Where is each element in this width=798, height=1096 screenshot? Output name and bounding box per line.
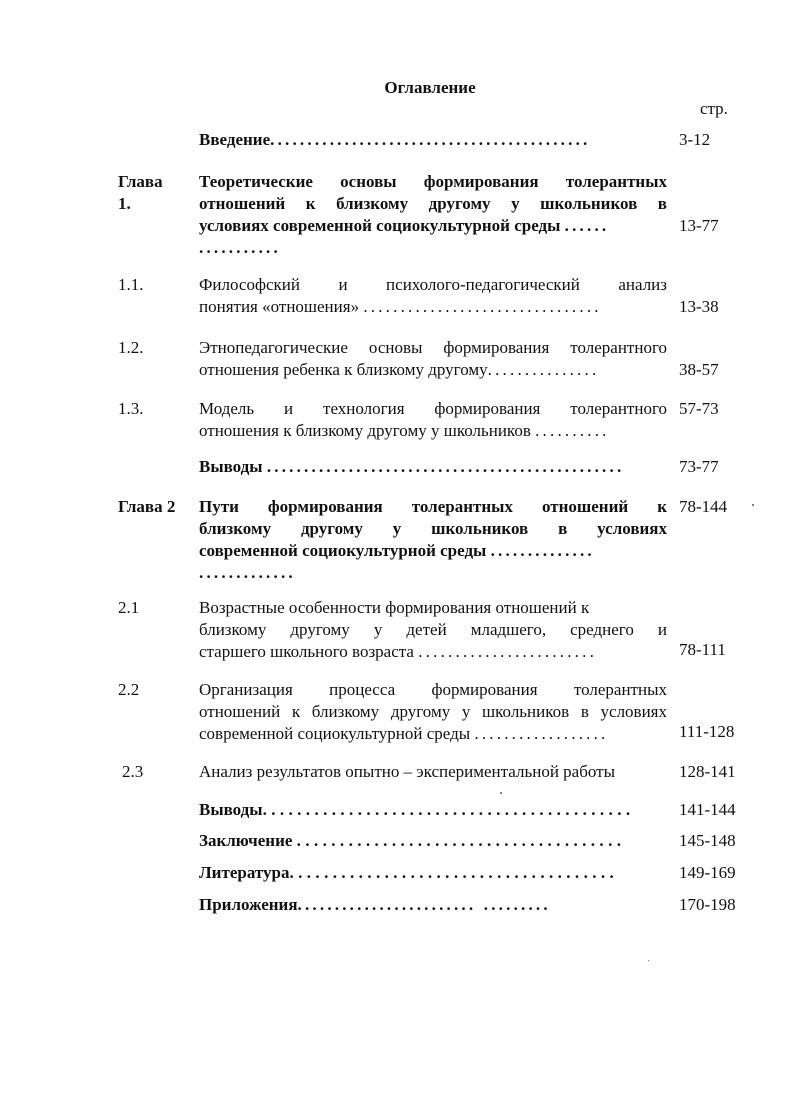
leader-dots: ............... bbox=[487, 360, 600, 379]
section-number: 1.2. bbox=[118, 338, 144, 357]
section-number: 2.2 bbox=[118, 680, 140, 699]
toc-entry-conclusions-1[interactable] bbox=[199, 456, 667, 478]
scan-speck bbox=[752, 504, 754, 506]
leader-dots: ........................ bbox=[418, 642, 598, 661]
page-range: 73-77 bbox=[679, 457, 719, 476]
toc-entry-introduction[interactable] bbox=[199, 129, 667, 151]
page-column-header: стр. bbox=[700, 99, 728, 118]
toc-entry-literature[interactable] bbox=[199, 862, 667, 884]
toc-entry-section-2-3[interactable] bbox=[199, 761, 667, 783]
page-range: 149-169 bbox=[679, 863, 736, 882]
toc-entry-section-1-3[interactable] bbox=[199, 398, 667, 442]
leader-dots: .......... bbox=[535, 421, 610, 440]
scan-speck bbox=[500, 792, 502, 794]
chapter-number: Глава 2 bbox=[118, 497, 176, 516]
toc-entry-chapter-2[interactable] bbox=[199, 496, 667, 584]
page-range: 145-148 bbox=[679, 831, 736, 850]
entry-line: близкому другому у детей младшего, среднего и bbox=[199, 620, 667, 639]
section-number: 2.1 bbox=[118, 598, 140, 617]
toc-entry-chapter-1[interactable] bbox=[199, 171, 667, 259]
entry-line: Теоретические основы формирования толерантных bbox=[199, 172, 667, 191]
toc-entry-appendices[interactable] bbox=[199, 894, 667, 916]
page-range: 78-144 bbox=[679, 497, 728, 516]
toc-entry-section-1-2[interactable] bbox=[199, 337, 667, 381]
section-number: 2.3 bbox=[122, 762, 144, 781]
leader-dots: ...... bbox=[564, 216, 610, 235]
entry-line: условиях современной социокультурной среды ...... bbox=[199, 216, 610, 235]
toc-entry-conclusion[interactable] bbox=[199, 830, 667, 852]
entry-line: старшего школьного возраста ........................ bbox=[199, 642, 598, 661]
toc-entry-conclusions-2[interactable] bbox=[199, 799, 667, 821]
entry-line: Организация процесса формирования толерантных bbox=[199, 680, 667, 699]
page-range: 38-57 bbox=[679, 360, 719, 379]
leader-dots: ........... bbox=[199, 238, 281, 257]
entry-line: современной социокультурной среды .................. bbox=[199, 724, 609, 743]
page-range: 141-144 bbox=[679, 800, 736, 819]
entry-line: отношений к близкому другому у школьников в условиях bbox=[199, 702, 667, 721]
entry-line: отношения ребенка к близкому другому............... bbox=[199, 360, 600, 379]
entry-title: Введение bbox=[199, 130, 271, 149]
entry-title: Выводы bbox=[199, 800, 263, 819]
entry-line: Анализ результатов опытно – экспериментальной работы bbox=[199, 762, 615, 781]
entry-title: Приложения bbox=[199, 895, 298, 914]
entry-line: Пути формирования толерантных отношений к bbox=[199, 497, 667, 516]
leader-dots: ............. bbox=[199, 563, 296, 582]
leader-dots: ................................ bbox=[363, 297, 602, 316]
page-range: 13-38 bbox=[679, 297, 719, 316]
entry-line: отношения к близкому другому у школьников .......... bbox=[199, 421, 610, 440]
page-range: 3-12 bbox=[679, 130, 711, 149]
leader-dots: ........................................... bbox=[262, 800, 635, 819]
leader-dots: ........................................... bbox=[270, 130, 591, 149]
leader-dots: ...................................... bbox=[289, 863, 619, 882]
page-range: 170-198 bbox=[679, 895, 736, 914]
page-range: 111-128 bbox=[679, 722, 735, 741]
entry-title: Литература bbox=[199, 863, 290, 882]
section-number: 1.3. bbox=[118, 399, 144, 418]
leader-dots: .................. bbox=[474, 724, 609, 743]
entry-title: Выводы bbox=[199, 457, 263, 476]
toc-entry-section-2-2[interactable] bbox=[199, 679, 667, 745]
section-number: 1.1. bbox=[118, 275, 144, 294]
entry-line: Философский и психолого-педагогический анализ bbox=[199, 275, 667, 294]
entry-line: Модель и технология формирования толерантного bbox=[199, 399, 667, 418]
entry-line: Возрастные особенности формирования отношений к bbox=[199, 598, 590, 617]
page-range: 57-73 bbox=[679, 399, 719, 418]
entry-line: близкому другому у школьников в условиях bbox=[199, 519, 667, 538]
page-range: 78-111 bbox=[679, 640, 726, 659]
entry-line: современной социокультурной среды .............. bbox=[199, 541, 595, 560]
leader-dots: ........................ ......... bbox=[297, 895, 551, 914]
toc-entry-section-2-1[interactable] bbox=[199, 597, 667, 663]
page-range: 13-77 bbox=[679, 216, 719, 235]
entry-line: отношений к близкому другому у школьников в bbox=[199, 194, 667, 213]
leader-dots: ...................................... bbox=[296, 831, 626, 850]
page-range: 128-141 bbox=[679, 762, 736, 781]
leader-dots: .............. bbox=[490, 541, 595, 560]
entry-line: Этнопедагогические основы формирования толерантного bbox=[199, 338, 667, 357]
toc-entry-section-1-1[interactable] bbox=[199, 274, 667, 318]
entry-title: Заключение bbox=[199, 831, 293, 850]
leader-dots: ................................................ bbox=[266, 457, 625, 476]
page-title: Оглавление bbox=[384, 78, 476, 97]
scan-speck bbox=[648, 960, 649, 961]
entry-line: понятия «отношения» ................................ bbox=[199, 297, 602, 316]
chapter-number: Глава 1. bbox=[118, 172, 163, 213]
